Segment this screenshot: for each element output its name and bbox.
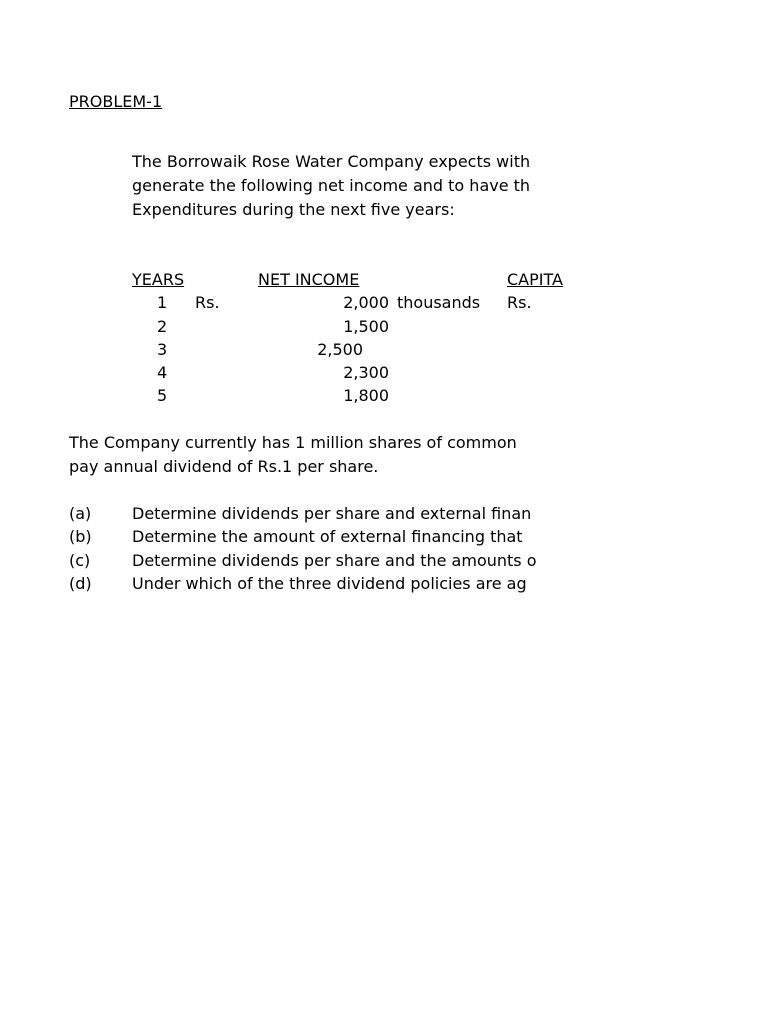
question-text: Determine dividends per share and the amounts o [132,551,537,570]
table-cell-net-income: 1,800 [343,386,389,405]
paragraph-line: pay annual dividend of Rs.1 per share. [69,457,379,476]
table-cell-net-income: 2,300 [343,363,389,382]
intro-line: generate the following net income and to have th [132,176,531,195]
table-cell-year: 1 [157,293,168,312]
question-text: Under which of the three dividend policies are ag [132,574,527,593]
intro-line: The Borrowaik Rose Water Company expects with [132,152,531,171]
table-cell-year: 3 [157,340,168,359]
table-cell-currency: Rs. [195,293,220,312]
problem-heading: PROBLEM-1 [69,92,163,111]
question-label: (c) [69,551,91,570]
table-cell-year: 2 [157,317,168,336]
question-text: Determine the amount of external financing that [132,527,523,546]
table-cell-capital-currency: Rs. [507,293,532,312]
intro-line: Expenditures during the next five years: [132,200,455,219]
question-text: Determine dividends per share and external finan [132,504,532,523]
table-header-capital: CAPITA [507,270,563,289]
paragraph-line: The Company currently has 1 million shares of common [69,433,517,452]
table-cell-year: 4 [157,363,168,382]
table-header-years: YEARS [132,270,185,289]
question-label: (a) [69,504,92,523]
table-cell-year: 5 [157,386,168,405]
table-cell-net-income: 2,500 [317,340,363,359]
table-cell-net-income: 2,000 [343,293,389,312]
question-label: (b) [69,527,92,546]
table-cell-unit: thousands [397,293,481,312]
question-label: (d) [69,574,92,593]
table-cell-net-income: 1,500 [343,317,389,336]
table-header-net-income: NET INCOME [258,270,360,289]
